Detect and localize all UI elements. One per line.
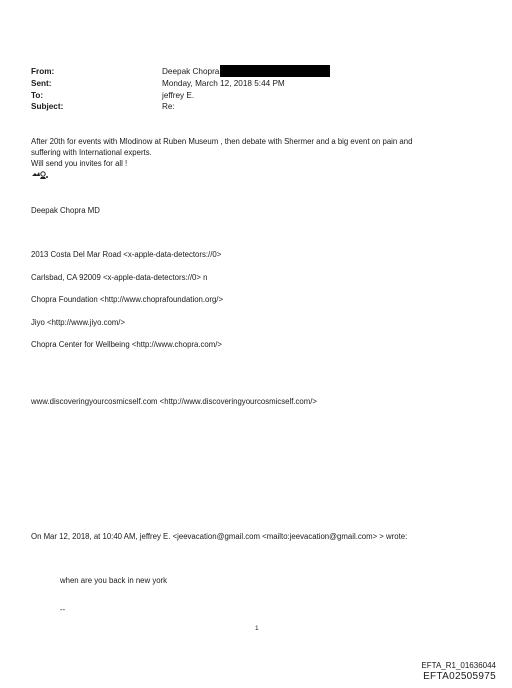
- message-line-3: Will send you invites for all !: [31, 159, 128, 168]
- subject-value: Re:: [162, 102, 175, 111]
- signature-name: Deepak Chopra MD: [31, 206, 100, 215]
- quoted-attribution: On Mar 12, 2018, at 10:40 AM, jeffrey E. <jeevacation@gmail.com <mailto:jeevacation@gmail.com> > wrote:: [31, 532, 408, 541]
- signature-website-link[interactable]: www.discoveringyourcosmicself.com <http://www.discoveringyourcosmicself.com/>: [31, 397, 317, 406]
- message-line-2: suffering with International experts.: [31, 148, 152, 157]
- to-label: To:: [31, 91, 44, 100]
- signature-foundation-link[interactable]: Chopra Foundation <http://www.choprafoundation.org/>: [31, 295, 224, 304]
- quoted-ellipsis: --: [60, 605, 66, 614]
- to-value: jeffrey E.: [162, 91, 195, 100]
- signature-address-2: Carlsbad, CA 92009 <x-apple-data-detectors://0> n: [31, 273, 208, 282]
- quoted-text: when are you back in new york: [60, 576, 168, 585]
- sent-value: Monday, March 12, 2018 5:44 PM: [162, 79, 285, 88]
- from-label: From:: [31, 67, 55, 76]
- redaction-box: [220, 65, 330, 77]
- footer-id-2: EFTA02505975: [423, 671, 496, 682]
- emoji-icon: [31, 170, 49, 180]
- footer-id-1: EFTA_R1_01636044: [421, 661, 496, 670]
- signature-address-1: 2013 Costa Del Mar Road <x-apple-data-detectors://0>: [31, 250, 222, 259]
- page-number: 1: [255, 625, 259, 632]
- subject-label: Subject:: [31, 102, 64, 111]
- message-line-1: After 20th for events with Mlodinow at Ruben Museum , then debate with Shermer and a big event on pain and: [31, 137, 413, 146]
- sent-label: Sent:: [31, 79, 52, 88]
- signature-center-link[interactable]: Chopra Center for Wellbeing <http://www.chopra.com/>: [31, 340, 222, 349]
- from-value: Deepak Chopra: [162, 67, 220, 76]
- signature-jiyo-link[interactable]: Jiyo <http://www.jiyo.com/>: [31, 318, 126, 327]
